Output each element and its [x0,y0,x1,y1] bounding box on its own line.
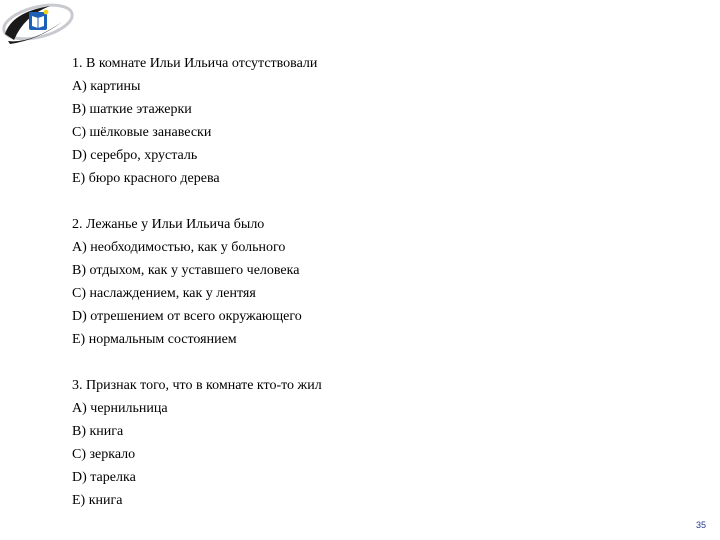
logo [0,0,76,48]
answer-option: E) нормальным состоянием [72,332,237,347]
answer-option: C) наслаждением, как у лентяя [72,286,256,301]
question-text: 1. В комнате Ильи Ильича отсутствовали [72,56,318,71]
answer-option: E) бюро красного дерева [72,171,220,186]
page-number: 35 [695,520,706,530]
question-text: 2. Лежанье у Ильи Ильича было [72,217,265,232]
question-1 [72,52,672,190]
answer-option: B) шаткие этажерки [72,102,192,117]
answer-option: C) зеркало [72,447,136,462]
answer-option: C) шёлковые занавески [72,125,212,140]
question-2 [72,213,672,351]
question-text: 3. Признак того, что в комнате кто-то жил [72,378,322,393]
question-3 [72,374,672,512]
answer-option: A) картины [72,79,141,94]
answer-option: D) серебро, хрусталь [72,148,198,163]
answer-option: B) книга [72,424,124,439]
answer-option: A) чернильница [72,401,168,416]
questions-list [72,52,672,535]
answer-option: D) тарелка [72,470,136,485]
book-logo-icon [0,0,76,48]
answer-option: B) отдыхом, как у уставшего человека [72,263,300,278]
answer-option: D) отрешением от всего окружающего [72,309,302,324]
answer-option: A) необходимостью, как у больного [72,240,286,255]
answer-option: E) книга [72,493,123,508]
